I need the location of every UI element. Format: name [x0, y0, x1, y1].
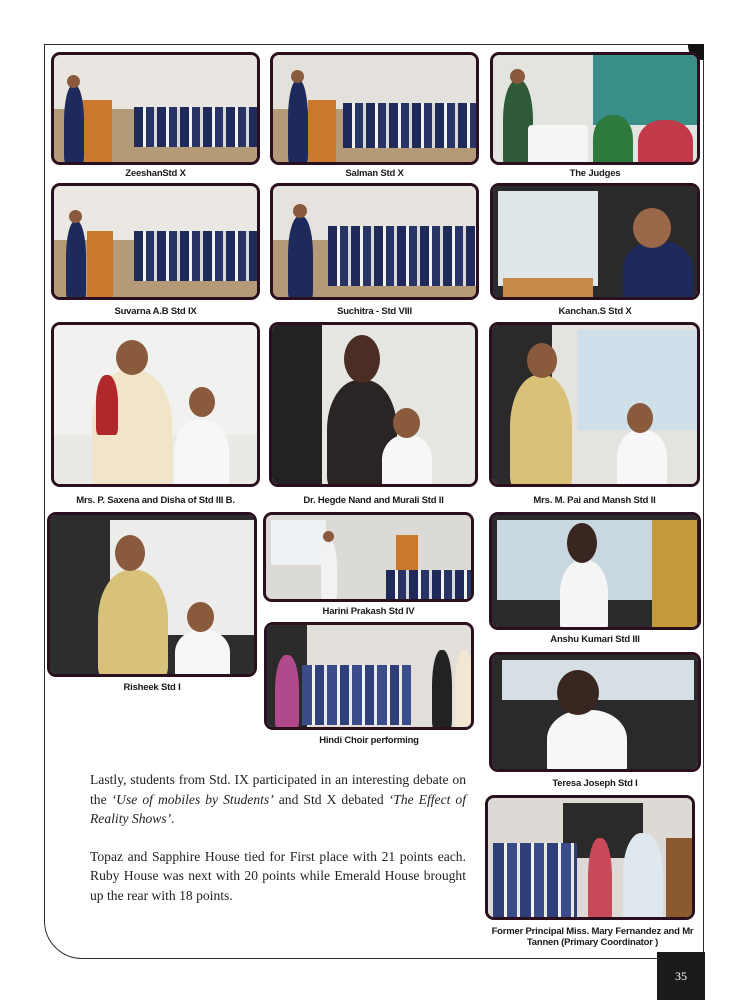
photo-principal [485, 795, 695, 920]
caption-risheek: Risheek Std I [123, 682, 181, 693]
caption-zeeshan: ZeeshanStd X [125, 168, 186, 179]
photo-harini [263, 512, 474, 602]
caption-harini: Harini Prakash Std IV [322, 606, 415, 617]
caption-saxena: Mrs. P. Saxena and Disha of Std III B. [76, 495, 235, 506]
caption-teresa: Teresa Joseph Std I [552, 778, 638, 789]
caption-salman: Salman Std X [345, 168, 404, 179]
photo-salman [270, 52, 479, 165]
caption-choir: Hindi Choir performing [319, 735, 419, 746]
photo-choir [264, 622, 474, 730]
photo-zeeshan [51, 52, 260, 165]
photo-judges [490, 52, 700, 165]
photo-hegde [269, 322, 478, 487]
photo-pai [489, 322, 700, 487]
photo-suchitra [270, 183, 479, 300]
paragraph-houses: Topaz and Sapphire House tied for First place with 21 points each. Ruby House was next with 20 points while Emerald House brought up the rear with 18 points. [90, 848, 466, 903]
caption-judges: The Judges [569, 168, 621, 179]
caption-anshu: Anshu Kumari Std III [550, 634, 640, 645]
caption-kanchan: Kanchan.S Std X [558, 306, 632, 317]
caption-hegde: Dr. Hegde Nand and Murali Std II [303, 495, 444, 506]
caption-suchitra: Suchitra - Std VIII [337, 306, 412, 317]
photo-kanchan [490, 183, 700, 300]
photo-teresa [489, 652, 701, 772]
page-number: 35 [657, 952, 705, 1000]
photo-risheek [47, 512, 257, 677]
paragraph-debate: Lastly, students from Std. IX participated in an interesting debate on the ‘Use of mobiles by Students’ and Std X debated ‘The Effect of Reality Shows’. [90, 772, 466, 826]
caption-pai: Mrs. M. Pai and Mansh Std II [533, 495, 656, 506]
caption-suvarna: Suvarna A.B Std IX [114, 306, 197, 317]
caption-principal: Former Principal Miss. Mary Fernandez and Mr Tannen (Primary Coordinator ) [491, 926, 694, 948]
photo-anshu [489, 512, 701, 630]
photo-saxena [51, 322, 260, 487]
body-text [90, 770, 466, 905]
photo-suvarna [51, 183, 260, 300]
